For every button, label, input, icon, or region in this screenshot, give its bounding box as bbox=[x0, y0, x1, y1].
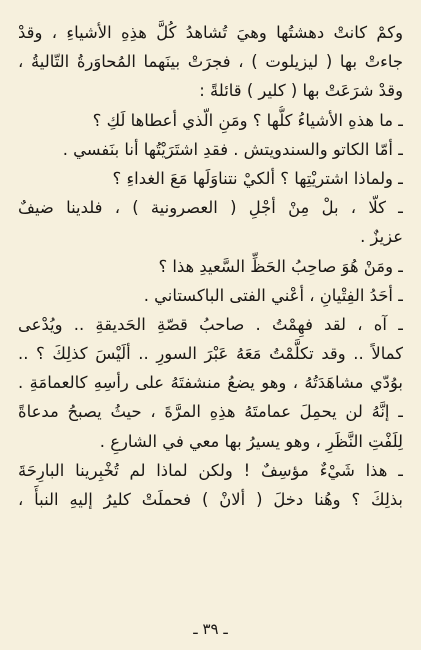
text-line: بذلِكَ ؟ وهُنا دخلَ ( ألانْ ) فحملَتْ كليرُ إليهِ النبأَ ، bbox=[18, 490, 403, 509]
text-line: كمالاً .. وقد تكلَّمْتُ مَعَهُ عَبْرَ السورِ .. ألَيْسَ كذلِكَ ؟ .. bbox=[18, 344, 403, 364]
text-line: وقدْ شرَعَتْ بها ( كلير ) قائلةً : bbox=[199, 81, 403, 101]
text-line: جاءتْ بها ( ليزيلوت ) ، فجرَتْ بينَهما المُحاوَرةُ التّاليةُ ، bbox=[18, 52, 403, 72]
text-line: ـ إنَّهُ لن يحمِلَ عمامتَهُ هذِهِ المرَّةَ ، حيثُ يصبحُ مدعاةً bbox=[18, 402, 403, 422]
text-line: عزيزٌ . bbox=[360, 227, 403, 247]
text-line: بوُدّي مشاهَدَتُهُ ، وهو يضعُ منشفتَهُ على رأسِهِ كالعمامَةِ . bbox=[18, 373, 403, 393]
text-line: ـ ومَنْ هُوَ صاحِبُ الحَظِّ السَّعيدِ هذا ؟ bbox=[158, 256, 403, 276]
body-text bbox=[18, 18, 403, 514]
text-line: ـ أمّا الكاتو والسندويتش . فقدِ اشتَرَيْتُها أنا بنَفسي . bbox=[62, 139, 403, 159]
text-line: لِلَفْتِ النَّظَرِ ، وهو يسيرُ بها معي في الشارعِ . bbox=[99, 431, 403, 451]
text-line: ـ آه ، لقد فهِمْتُ . صاحبُ قصّةِ الحَديقةِ .. ويُدْعى bbox=[18, 314, 403, 334]
text-line: ـ أحَدُ الفِتْيانِ ، أعْني الفتى الباكستاني . bbox=[143, 285, 403, 305]
text-line: ـ ولماذا اشتريْتِها ؟ ألكيْ نتناوَلَها مَعَ الغداءِ ؟ bbox=[112, 168, 403, 188]
text-line: ـ كلّا ، بلْ مِنْ أجْلِ ( العصرونية ) ، فلدينا ضيفٌ bbox=[18, 198, 403, 218]
text-line: وكمْ كانتْ دهشتُها وهيَ تُشاهدُ كُلَّ هذِهِ الأشياءِ ، وقدْ bbox=[18, 23, 403, 42]
page-number: ـ ٣٩ ـ bbox=[193, 620, 228, 638]
text-line: ـ ما هذهِ الأشياءُ كلُّها ؟ ومَنِ الّذي أعطاها لَكِ ؟ bbox=[92, 110, 403, 130]
text-line: ـ هذا شَيْءٌ مؤسِفٌ ! ولكن لماذا لم تُخْبِرينا البارِحَةَ bbox=[18, 460, 403, 480]
